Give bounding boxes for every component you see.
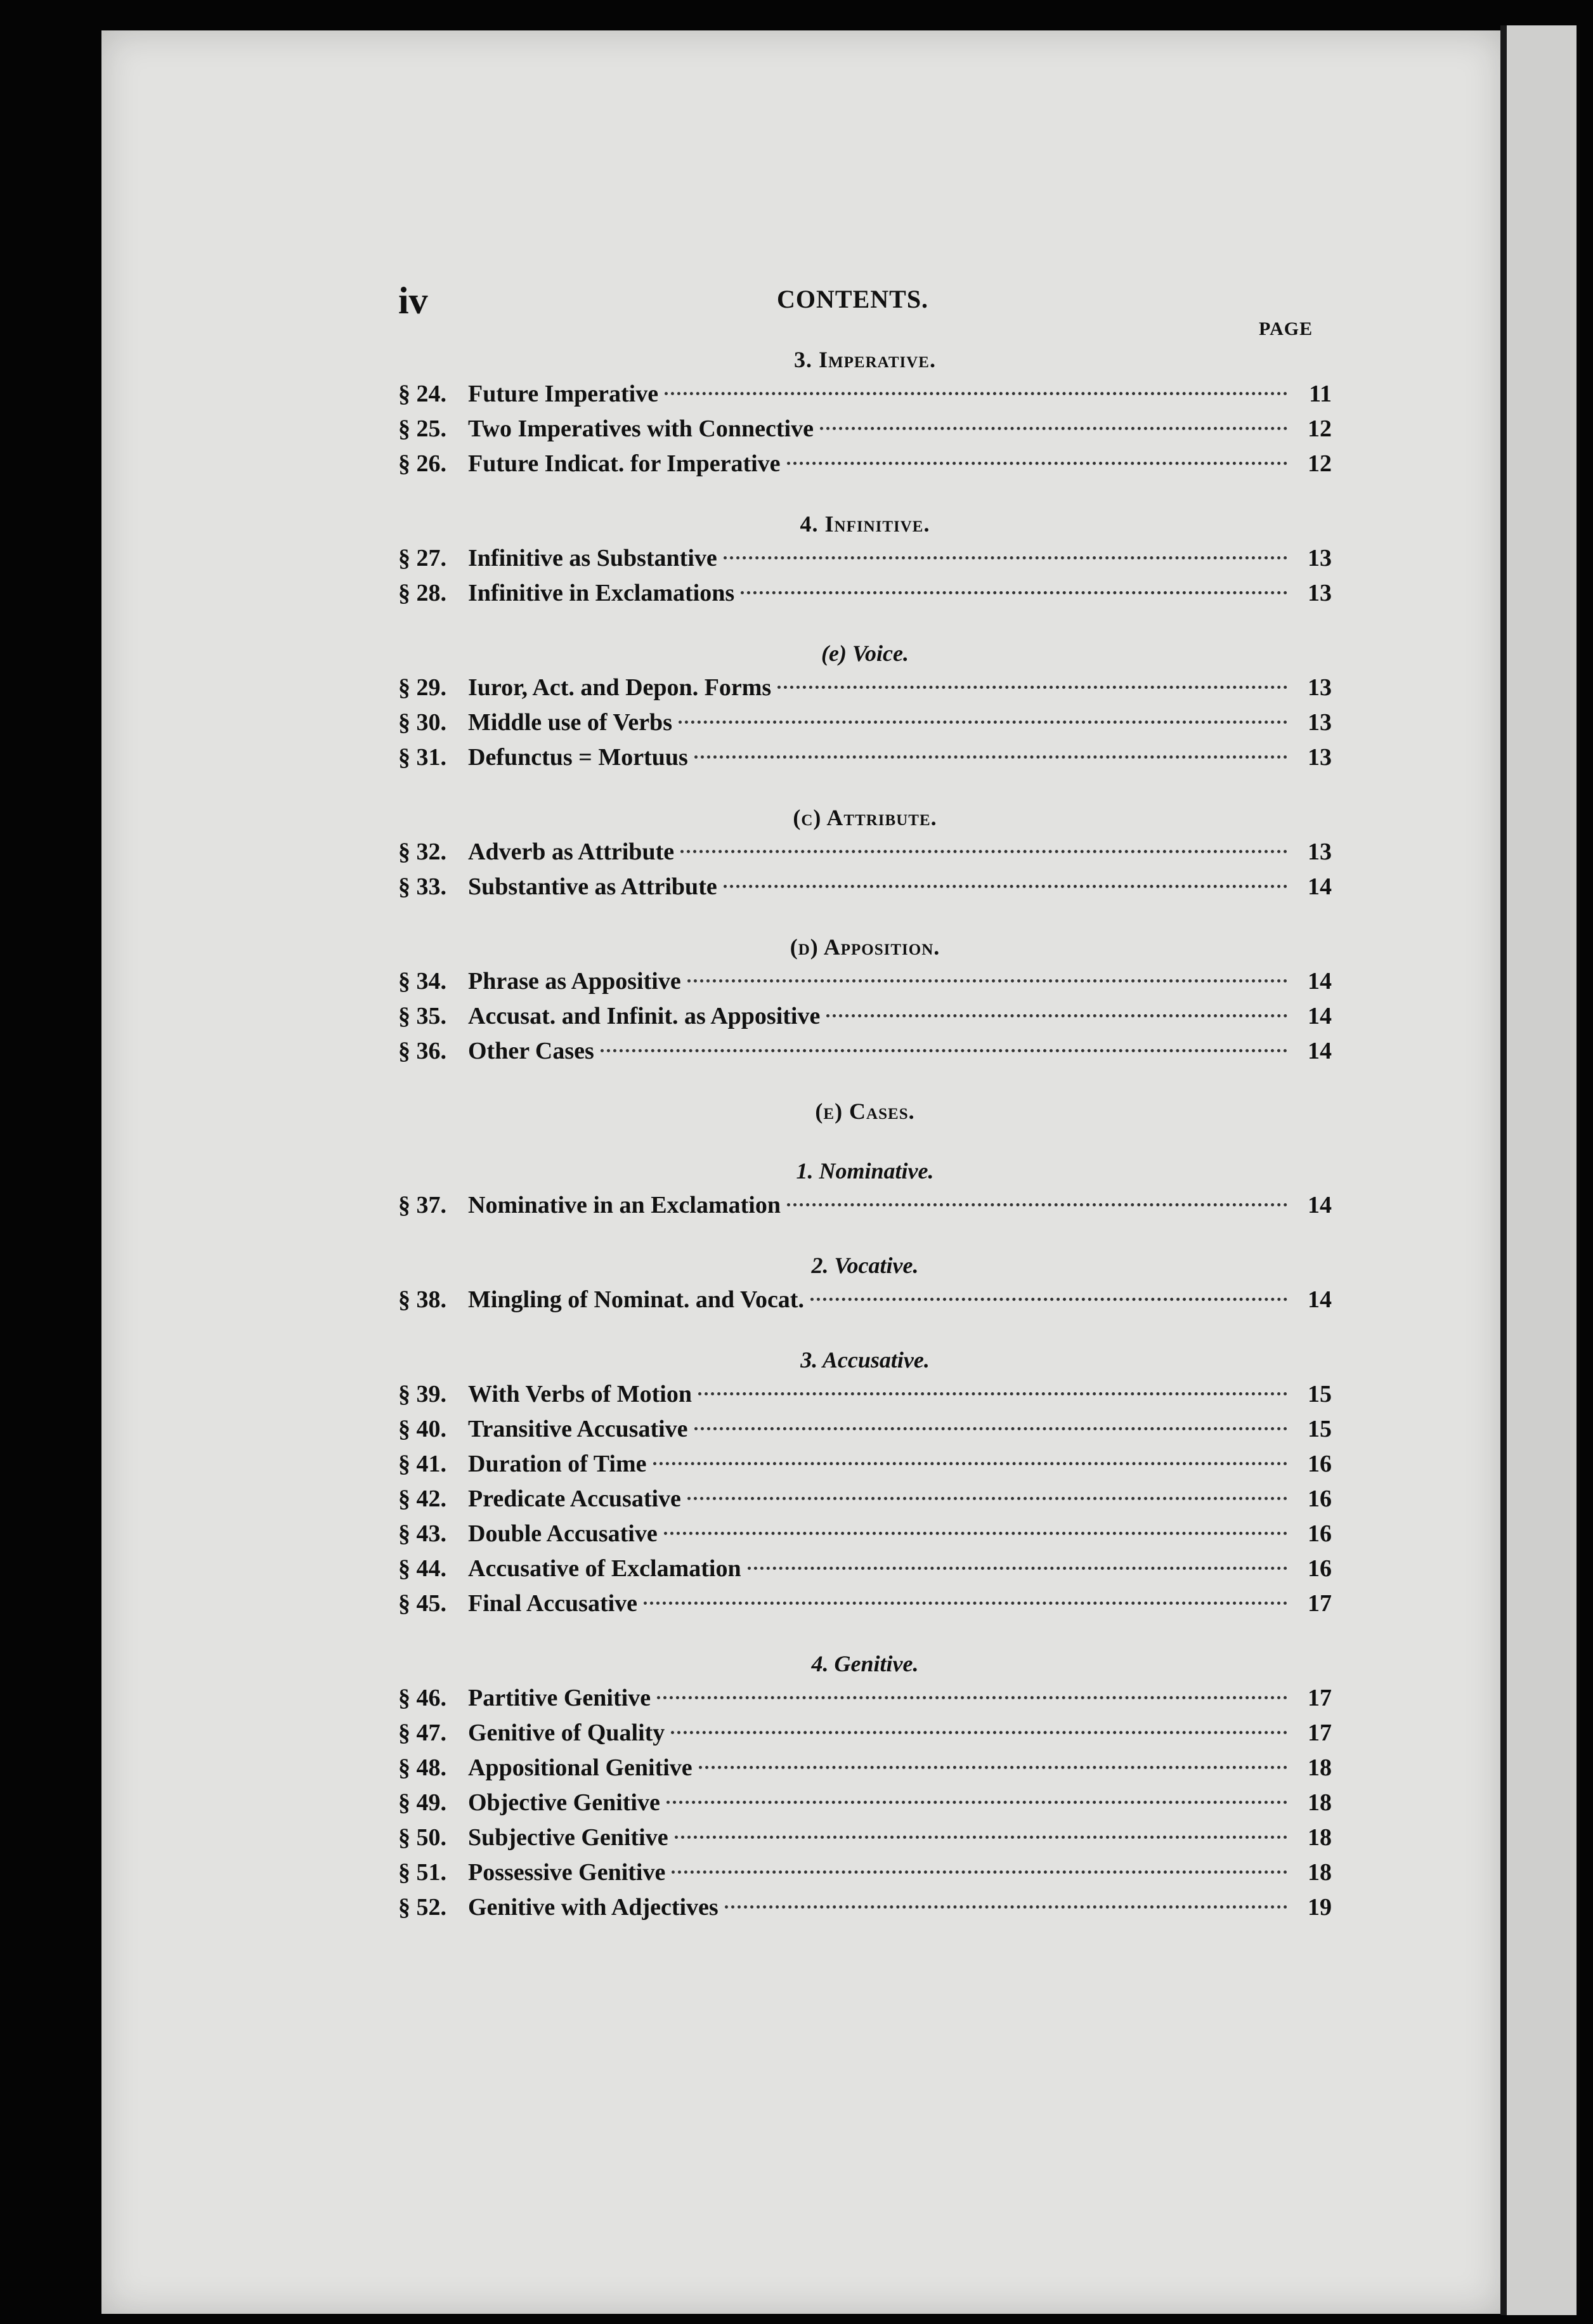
page-ref: 13 bbox=[1308, 674, 1332, 701]
toc-entry bbox=[398, 1447, 1332, 1482]
table-of-contents bbox=[398, 343, 1332, 1925]
section-number: § 42. bbox=[398, 1485, 446, 1512]
section-number: § 32. bbox=[398, 839, 446, 865]
section-number: § 43. bbox=[398, 1520, 446, 1547]
dot-leader bbox=[724, 556, 1287, 559]
page-ref: 14 bbox=[1308, 873, 1332, 900]
section-number: § 47. bbox=[398, 1720, 446, 1746]
page-ref: 15 bbox=[1308, 1381, 1332, 1407]
toc-entry bbox=[398, 1517, 1332, 1551]
section-number: § 26. bbox=[398, 450, 446, 477]
section-heading: 1. Nominative. bbox=[796, 1158, 934, 1184]
dot-leader bbox=[725, 1905, 1287, 1909]
toc-entry bbox=[398, 1034, 1332, 1069]
section-number: § 50. bbox=[398, 1824, 446, 1851]
running-head: CONTENTS. bbox=[777, 285, 929, 313]
dot-leader bbox=[694, 1427, 1287, 1430]
page-ref: 16 bbox=[1308, 1451, 1332, 1477]
page-ref: 14 bbox=[1308, 1286, 1332, 1313]
page-ref: 12 bbox=[1308, 415, 1332, 442]
page-ref: 18 bbox=[1308, 1859, 1332, 1886]
dot-leader bbox=[665, 392, 1287, 395]
toc-entry bbox=[398, 740, 1332, 775]
dot-leader bbox=[671, 1731, 1287, 1734]
dot-leader bbox=[601, 1049, 1287, 1052]
entry-title: Nominative in an Exclamation bbox=[468, 1192, 781, 1218]
section-number: § 39. bbox=[398, 1381, 446, 1407]
entry-title: Iuror, Act. and Depon. Forms bbox=[468, 674, 772, 701]
entry-title: Future Imperative bbox=[468, 381, 659, 407]
toc-entry bbox=[398, 377, 1332, 412]
page-ref: 13 bbox=[1308, 839, 1332, 865]
toc-entry bbox=[398, 576, 1332, 611]
dot-leader bbox=[787, 1203, 1287, 1206]
dot-leader bbox=[777, 686, 1287, 689]
section-heading: (c) Attribute. bbox=[793, 805, 937, 830]
entry-title: With Verbs of Motion bbox=[468, 1381, 692, 1407]
dot-leader bbox=[644, 1602, 1287, 1605]
section-number: § 45. bbox=[398, 1590, 446, 1617]
toc-entry bbox=[398, 1890, 1332, 1925]
entry-title: Objective Genitive bbox=[468, 1789, 660, 1816]
section-number: § 37. bbox=[398, 1192, 446, 1218]
entry-title: Predicate Accusative bbox=[468, 1485, 681, 1512]
page-ref: 14 bbox=[1308, 1192, 1332, 1218]
entry-title: Final Accusative bbox=[468, 1590, 638, 1617]
dot-leader bbox=[810, 1298, 1287, 1301]
toc-entry bbox=[398, 1681, 1332, 1716]
dot-leader bbox=[748, 1567, 1287, 1570]
section-number: § 27. bbox=[398, 545, 446, 571]
section-number: § 29. bbox=[398, 674, 446, 701]
dot-leader bbox=[679, 721, 1287, 724]
facing-page-edge bbox=[1507, 25, 1577, 2315]
section-heading: 2. Vocative. bbox=[811, 1253, 919, 1278]
entry-title: Double Accusative bbox=[468, 1520, 658, 1547]
toc-entry bbox=[398, 999, 1332, 1034]
page-ref: 17 bbox=[1308, 1685, 1332, 1711]
page-ref: 13 bbox=[1308, 580, 1332, 606]
section-heading: 3. Accusative. bbox=[800, 1347, 930, 1373]
toc-entry bbox=[398, 1586, 1332, 1621]
dot-leader bbox=[787, 462, 1287, 465]
section-heading: (d) Apposition. bbox=[790, 934, 940, 960]
dot-leader bbox=[687, 1497, 1287, 1500]
toc-entry bbox=[398, 1855, 1332, 1890]
entry-title: Accusat. and Infinit. as Appositive bbox=[468, 1003, 821, 1029]
dot-leader bbox=[826, 1014, 1287, 1017]
entry-title: Accusative of Exclamation bbox=[468, 1555, 741, 1582]
section-number: § 44. bbox=[398, 1555, 446, 1582]
section-number: § 30. bbox=[398, 709, 446, 736]
page-ref: 17 bbox=[1308, 1590, 1332, 1617]
entry-title: Infinitive in Exclamations bbox=[468, 580, 735, 606]
dot-leader bbox=[657, 1696, 1287, 1699]
dot-leader bbox=[741, 591, 1287, 594]
section-heading: (e) Cases. bbox=[815, 1099, 915, 1124]
entry-title: Middle use of Verbs bbox=[468, 709, 672, 736]
section-number: § 33. bbox=[398, 873, 446, 900]
section-number: § 41. bbox=[398, 1451, 446, 1477]
toc-entry bbox=[398, 1283, 1332, 1317]
section-heading: (e) Voice. bbox=[821, 641, 909, 666]
entry-title: Future Indicat. for Imperative bbox=[468, 450, 781, 477]
section-number: § 31. bbox=[398, 744, 446, 771]
section-number: § 34. bbox=[398, 968, 446, 995]
section-number: § 48. bbox=[398, 1754, 446, 1781]
toc-entry bbox=[398, 412, 1332, 447]
page-ref: 18 bbox=[1308, 1824, 1332, 1851]
toc-entry bbox=[398, 1716, 1332, 1751]
page-ref: 16 bbox=[1308, 1485, 1332, 1512]
entry-title: Appositional Genitive bbox=[468, 1754, 692, 1781]
dot-leader bbox=[724, 885, 1287, 888]
dot-leader bbox=[687, 979, 1287, 982]
page-ref: 18 bbox=[1308, 1754, 1332, 1781]
toc-entry bbox=[398, 447, 1332, 481]
page-ref: 14 bbox=[1308, 1038, 1332, 1064]
page-ref: 19 bbox=[1308, 1894, 1332, 1921]
toc-entry bbox=[398, 705, 1332, 740]
entry-title: Duration of Time bbox=[468, 1451, 647, 1477]
section-number: § 52. bbox=[398, 1894, 446, 1921]
section-number: § 49. bbox=[398, 1789, 446, 1816]
section-heading: 4. Genitive. bbox=[811, 1651, 919, 1676]
section-number: § 35. bbox=[398, 1003, 446, 1029]
section-heading: 4. Infinitive. bbox=[800, 511, 930, 537]
page-ref: 13 bbox=[1308, 744, 1332, 771]
section-number: § 25. bbox=[398, 415, 446, 442]
section-number: § 46. bbox=[398, 1685, 446, 1711]
dot-leader bbox=[820, 427, 1287, 430]
entry-title: Partitive Genitive bbox=[468, 1685, 651, 1711]
entry-title: Adverb as Attribute bbox=[468, 839, 675, 865]
page-ref: 13 bbox=[1308, 709, 1332, 736]
page-ref: 13 bbox=[1308, 545, 1332, 571]
dot-leader bbox=[672, 1870, 1287, 1874]
section-number: § 24. bbox=[398, 381, 446, 407]
entry-title: Two Imperatives with Connective bbox=[468, 415, 814, 442]
dot-leader bbox=[653, 1462, 1288, 1465]
page-ref: 12 bbox=[1308, 450, 1332, 477]
page-ref: 14 bbox=[1308, 1003, 1332, 1029]
dot-leader bbox=[699, 1766, 1287, 1769]
toc-entry bbox=[398, 964, 1332, 999]
toc-entry bbox=[398, 1820, 1332, 1855]
toc-entry bbox=[398, 1482, 1332, 1517]
page-ref: 17 bbox=[1308, 1720, 1332, 1746]
toc-entry bbox=[398, 1412, 1332, 1447]
entry-title: Other Cases bbox=[468, 1038, 594, 1064]
entry-title: Genitive with Adjectives bbox=[468, 1894, 718, 1921]
dot-leader bbox=[698, 1392, 1287, 1395]
page-ref: 16 bbox=[1308, 1520, 1332, 1547]
toc-entry bbox=[398, 870, 1332, 904]
gutter-shadow bbox=[1500, 25, 1507, 2315]
page-ref: 15 bbox=[1308, 1416, 1332, 1442]
toc-entry bbox=[398, 1551, 1332, 1586]
entry-title: Defunctus = Mortuus bbox=[468, 744, 688, 771]
dot-leader bbox=[664, 1532, 1287, 1535]
page-column-label: PAGE bbox=[1259, 318, 1313, 339]
section-number: § 51. bbox=[398, 1859, 446, 1886]
section-heading: 3. Imperative. bbox=[794, 347, 936, 372]
toc-entry bbox=[398, 835, 1332, 870]
page-ref: 11 bbox=[1309, 381, 1332, 407]
section-number: § 28. bbox=[398, 580, 446, 606]
page-number: iv bbox=[398, 280, 428, 322]
toc-entry bbox=[398, 1751, 1332, 1785]
entry-title: Phrase as Appositive bbox=[468, 968, 681, 995]
dot-leader bbox=[666, 1801, 1287, 1804]
toc-entry bbox=[398, 1785, 1332, 1820]
dot-leader bbox=[694, 755, 1287, 759]
entry-title: Subjective Genitive bbox=[468, 1824, 668, 1851]
entry-title: Infinitive as Substantive bbox=[468, 545, 717, 571]
toc-entry bbox=[398, 1377, 1332, 1412]
toc-entry bbox=[398, 541, 1332, 576]
toc-entry bbox=[398, 670, 1332, 705]
page-ref: 18 bbox=[1308, 1789, 1332, 1816]
entry-title: Possessive Genitive bbox=[468, 1859, 666, 1886]
entry-title: Substantive as Attribute bbox=[468, 873, 717, 900]
dot-leader bbox=[680, 850, 1287, 853]
section-number: § 40. bbox=[398, 1416, 446, 1442]
toc-entry bbox=[398, 1188, 1332, 1223]
page-ref: 14 bbox=[1308, 968, 1332, 995]
entry-title: Genitive of Quality bbox=[468, 1720, 665, 1746]
entry-title: Mingling of Nominat. and Vocat. bbox=[468, 1286, 804, 1313]
dot-leader bbox=[675, 1836, 1287, 1839]
page-ref: 16 bbox=[1308, 1555, 1332, 1582]
entry-title: Transitive Accusative bbox=[468, 1416, 688, 1442]
section-number: § 38. bbox=[398, 1286, 446, 1313]
section-number: § 36. bbox=[398, 1038, 446, 1064]
